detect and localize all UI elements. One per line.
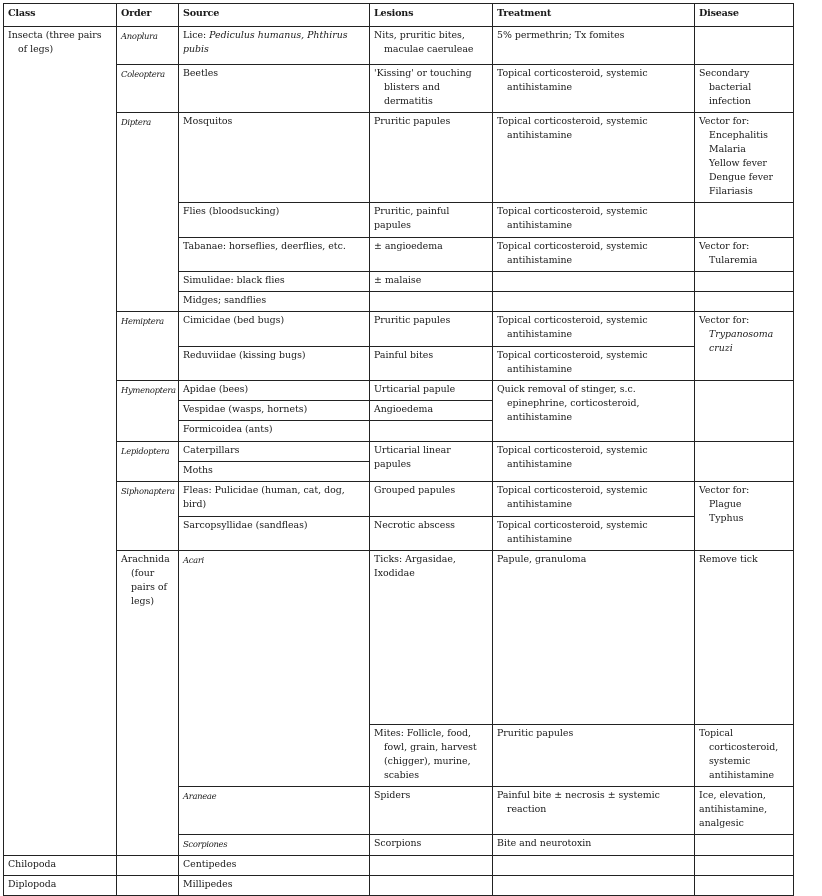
treatment-cell: Topical corticosteroid, systemic antihistamine bbox=[493, 312, 695, 347]
disease-item: Filariasis bbox=[709, 186, 753, 197]
lesions-cell: Necrotic abscess bbox=[370, 517, 493, 551]
source-cell: Vespidae (wasps, hornets) bbox=[179, 401, 370, 421]
lesions-cell: ± malaise bbox=[370, 272, 493, 292]
treatment-cell: Quick removal of stinger, s.c. epinephrine, corticosteroid, antihistamine bbox=[493, 381, 695, 442]
class-cell: Insecta (three pairs of legs) bbox=[4, 27, 117, 856]
disease-item: Encephalitis bbox=[709, 130, 768, 141]
disease-cell bbox=[695, 203, 794, 238]
treatment-cell: Topical corticosteroid, systemic antihistamine bbox=[493, 113, 695, 203]
disease-item: Trypanosoma cruzi bbox=[709, 329, 774, 354]
source-cell: Centipedes bbox=[179, 856, 370, 876]
treatment-cell bbox=[493, 272, 695, 292]
source-cell: Cimicidae (bed bugs) bbox=[179, 312, 370, 347]
treatment-cell bbox=[493, 856, 695, 876]
disease-cell bbox=[695, 856, 794, 876]
source-cell: Ticks: Argasidae, Ixodidae bbox=[370, 551, 493, 725]
lesions-cell: Angioedema bbox=[370, 401, 493, 421]
source-cell: Sarcopsyllidae (sandfleas) bbox=[179, 517, 370, 551]
order-cell: Anoplura bbox=[117, 27, 179, 65]
lesions-cell: Pruritic papules bbox=[370, 312, 493, 347]
source-cell: Formicoidea (ants) bbox=[179, 421, 370, 442]
disease-item: Tularemia bbox=[709, 255, 758, 266]
lesions-cell bbox=[370, 876, 493, 896]
header-treatment: Treatment bbox=[493, 4, 695, 27]
treatment-cell: Topical corticosteroid, systemic antihistamine bbox=[493, 203, 695, 238]
order-cell bbox=[117, 856, 179, 876]
disease-cell bbox=[695, 27, 794, 65]
order-cell: Acari bbox=[179, 551, 370, 787]
treatment-cell: Topical corticosteroid, systemic antihistamine bbox=[493, 442, 695, 482]
disease-cell bbox=[695, 238, 794, 272]
disease-item: Typhus bbox=[709, 513, 744, 524]
treatment-cell: Remove tick bbox=[695, 551, 794, 725]
disease-cell bbox=[695, 292, 794, 312]
table-row bbox=[4, 113, 794, 203]
source-cell: Apidae (bees) bbox=[179, 381, 370, 401]
order-cell: Hemiptera bbox=[117, 312, 179, 381]
source-cell: Tabanae: horseflies, deerflies, etc. bbox=[179, 238, 370, 272]
lesions-cell: Urticarial linear papules bbox=[370, 442, 493, 482]
header-disease: Disease bbox=[695, 4, 794, 27]
source-text: Lice: bbox=[183, 30, 210, 41]
lesions-cell: ± angioedema bbox=[370, 238, 493, 272]
disease-item: Plague bbox=[709, 499, 742, 510]
table-row bbox=[4, 27, 794, 65]
table-row bbox=[4, 551, 794, 725]
table-row bbox=[4, 482, 794, 517]
table-row bbox=[4, 312, 794, 347]
source-cell bbox=[179, 27, 370, 65]
source-cell: Mites: Follicle, food, fowl, grain, harvest (chigger), murine, scabies bbox=[370, 725, 493, 787]
table-row bbox=[4, 442, 794, 462]
vector-label: Vector for: bbox=[699, 485, 750, 496]
treatment-cell: 5% permethrin; Tx fomites bbox=[493, 27, 695, 65]
treatment-cell: Topical corticosteroid, systemic antihistamine bbox=[695, 725, 794, 787]
header-order: Order bbox=[117, 4, 179, 27]
header-class: Class bbox=[4, 4, 117, 27]
class-cell: Arachnida (four pairs of legs) bbox=[117, 551, 179, 856]
source-cell: Reduviidae (kissing bugs) bbox=[179, 347, 370, 381]
table-row bbox=[4, 876, 794, 896]
order-cell: Lepidoptera bbox=[117, 442, 179, 482]
disease-cell bbox=[695, 272, 794, 292]
lesions-cell: Painful bite ± necrosis ± systemic reaction bbox=[493, 787, 695, 835]
lesions-cell bbox=[370, 421, 493, 442]
source-cell: Mosquitos bbox=[179, 113, 370, 203]
source-cell: Fleas: Pulicidae (human, cat, dog, bird) bbox=[179, 482, 370, 517]
order-cell: Diptera bbox=[117, 113, 179, 312]
lesions-cell: 'Kissing' or touching blisters and dermatitis bbox=[370, 65, 493, 113]
treatment-cell bbox=[493, 876, 695, 896]
source-cell: Simulidae: black flies bbox=[179, 272, 370, 292]
class-cell: Chilopoda bbox=[4, 856, 117, 876]
table-row bbox=[4, 856, 794, 876]
lesions-cell bbox=[370, 856, 493, 876]
table-row bbox=[4, 381, 794, 401]
disease-item: Malaria bbox=[709, 144, 746, 155]
source-cell: Millipedes bbox=[179, 876, 370, 896]
lesions-cell: Bite and neurotoxin bbox=[493, 835, 695, 856]
lesions-cell: Pruritic, painful papules bbox=[370, 203, 493, 238]
class-cell: Diplopoda bbox=[4, 876, 117, 896]
arthropod-table bbox=[3, 3, 794, 896]
source-cell: Scorpions bbox=[370, 835, 493, 856]
table-row bbox=[4, 65, 794, 113]
disease-item: Yellow fever bbox=[709, 158, 767, 169]
lesions-cell: Urticarial papule bbox=[370, 381, 493, 401]
order-cell bbox=[117, 876, 179, 896]
lesions-cell: Pruritic papules bbox=[370, 113, 493, 203]
disease-cell: Secondary bacterial infection bbox=[695, 65, 794, 113]
vector-label: Vector for: bbox=[699, 116, 750, 127]
lesions-cell: Grouped papules bbox=[370, 482, 493, 517]
disease-item: Dengue fever bbox=[709, 172, 774, 183]
lesions-cell: Painful bites bbox=[370, 347, 493, 381]
disease-cell bbox=[695, 381, 794, 442]
source-cell: Flies (bloodsucking) bbox=[179, 203, 370, 238]
treatment-cell: Topical corticosteroid, systemic antihistamine bbox=[493, 347, 695, 381]
order-cell: Scorpiones bbox=[179, 835, 370, 856]
order-cell: Hymenoptera bbox=[117, 381, 179, 442]
order-cell: Coleoptera bbox=[117, 65, 179, 113]
lesions-cell bbox=[370, 292, 493, 312]
header-source: Source bbox=[179, 4, 370, 27]
order-cell: Araneae bbox=[179, 787, 370, 835]
disease-cell bbox=[695, 113, 794, 203]
vector-label: Vector for: bbox=[699, 315, 750, 326]
treatment-cell: Topical corticosteroid, systemic antihistamine bbox=[493, 482, 695, 517]
source-cell: Caterpillars bbox=[179, 442, 370, 462]
treatment-cell: Topical corticosteroid, systemic antihistamine bbox=[493, 517, 695, 551]
source-species: Pediculus humanus, Phthirus pubis bbox=[183, 30, 348, 55]
treatment-cell bbox=[695, 835, 794, 856]
lesions-cell: Papule, granuloma bbox=[493, 551, 695, 725]
header-lesions: Lesions bbox=[370, 4, 493, 27]
order-cell: Siphonaptera bbox=[117, 482, 179, 551]
lesions-cell: Pruritic papules bbox=[493, 725, 695, 787]
treatment-cell: Ice, elevation, antihistamine, analgesic bbox=[695, 787, 794, 835]
source-cell: Moths bbox=[179, 462, 370, 482]
vector-label: Vector for: bbox=[699, 241, 750, 252]
disease-cell bbox=[695, 442, 794, 482]
treatment-cell bbox=[493, 292, 695, 312]
disease-cell bbox=[695, 312, 794, 381]
disease-cell bbox=[695, 876, 794, 896]
source-cell: Midges; sandflies bbox=[179, 292, 370, 312]
lesions-cell: Nits, pruritic bites, maculae caeruleae bbox=[370, 27, 493, 65]
treatment-cell: Topical corticosteroid, systemic antihistamine bbox=[493, 238, 695, 272]
treatment-cell: Topical corticosteroid, systemic antihistamine bbox=[493, 65, 695, 113]
disease-cell bbox=[695, 482, 794, 551]
source-cell: Beetles bbox=[179, 65, 370, 113]
header-row bbox=[4, 4, 794, 27]
source-cell: Spiders bbox=[370, 787, 493, 835]
